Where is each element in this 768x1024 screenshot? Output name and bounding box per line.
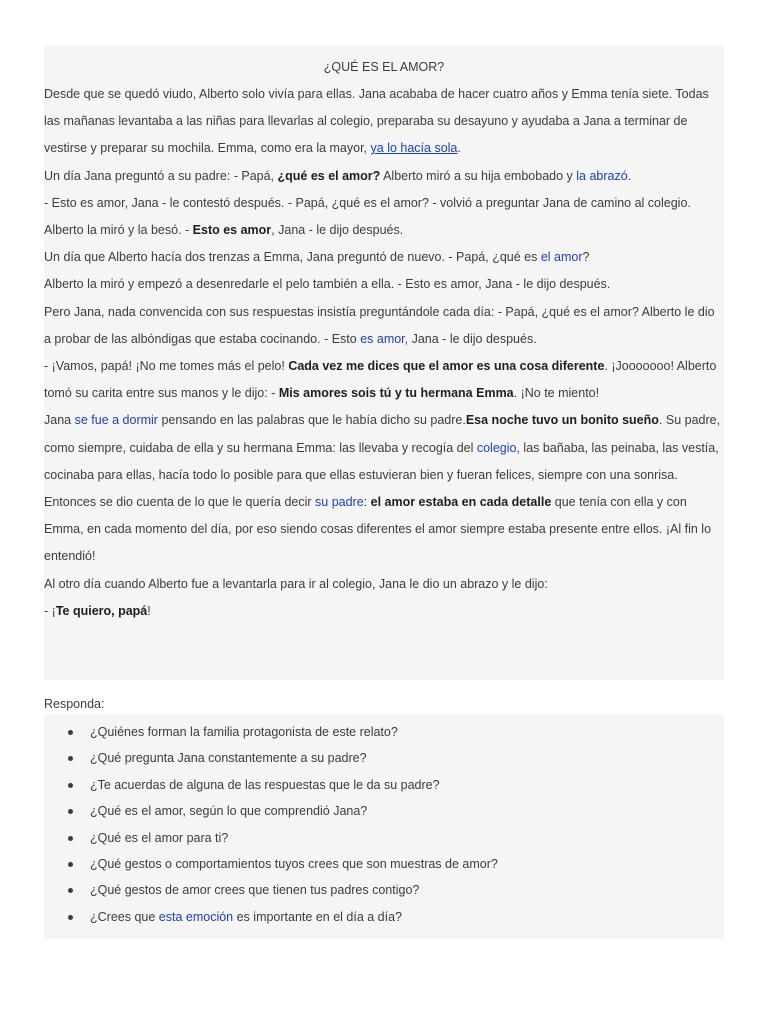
paragraph-text: : bbox=[363, 495, 371, 510]
paragraph-text: Jana bbox=[44, 413, 75, 428]
paragraph-text: Alberto miró a su hija embobado y bbox=[380, 168, 577, 183]
paragraph-text: . ¡No te miento! bbox=[513, 386, 600, 401]
question-text: ¿Crees que bbox=[90, 909, 159, 924]
paragraph-text: pensando en las palabras que le había dicho su padre. bbox=[157, 413, 466, 428]
bold-text: Cada vez me dices que el amor es una cosa diferente bbox=[288, 359, 605, 374]
bullet-icon bbox=[68, 862, 73, 867]
list-item bbox=[44, 798, 724, 824]
paragraph bbox=[44, 190, 724, 244]
responda-heading: Responda: bbox=[44, 697, 105, 711]
paragraph bbox=[44, 163, 724, 190]
list-item bbox=[44, 745, 724, 771]
bold-text: el amor estaba en cada detalle bbox=[370, 495, 552, 510]
paragraph-text: . bbox=[627, 168, 632, 183]
paragraph bbox=[44, 598, 724, 625]
paragraph-text: - ¡ bbox=[44, 603, 56, 618]
link-ya-lo-hacia-sola[interactable]: ya lo hacía sola bbox=[370, 141, 458, 156]
paragraph-text: Entonces se dio cuenta de lo que le quería decir bbox=[44, 495, 316, 510]
paragraph bbox=[44, 244, 724, 271]
bullet-icon bbox=[68, 756, 73, 761]
paragraph bbox=[44, 299, 724, 353]
paragraph bbox=[44, 407, 724, 489]
question-text: ¿Qué pregunta Jana constantemente a su padre? bbox=[90, 751, 367, 766]
question-text: ¿Quiénes forman la familia protagonista de este relato? bbox=[90, 725, 398, 739]
paragraph bbox=[44, 353, 724, 407]
paragraph-text: , las bañaba, las peinaba, las vestía, cocinaba para ellas, hacía todo lo posible para que ellas estuvieran bien y fueran felices, siempre con una sonrisa. bbox=[44, 440, 719, 482]
list-item bbox=[44, 851, 724, 877]
bold-text: Te quiero, papá bbox=[55, 603, 148, 618]
question-text: ¿Qué gestos o comportamientos tuyos crees que son muestras de amor? bbox=[90, 857, 498, 872]
bullet-icon bbox=[68, 915, 73, 920]
question-text: ¿Qué es el amor para ti? bbox=[90, 830, 229, 845]
link-se-fue-a-dormir[interactable]: se fue a dormir bbox=[74, 413, 158, 428]
paragraph-text: . ¡Jooooooo! Alberto tomó su carita entre sus manos y le dijo: - bbox=[44, 359, 717, 401]
bullet-icon bbox=[68, 888, 73, 893]
bold-text: Esa noche tuvo un bonito sueño bbox=[465, 413, 659, 428]
paragraph-text: Un día que Alberto hacía dos trenzas a Emma, Jana preguntó de nuevo. - Papá, ¿qué es bbox=[44, 250, 541, 265]
question-list bbox=[44, 719, 724, 930]
link-es-amor[interactable]: es amor bbox=[360, 331, 405, 346]
link-su-padre[interactable]: su padre bbox=[315, 495, 364, 510]
question-text: ¿Te acuerdas de alguna de las respuestas que le da su padre? bbox=[90, 777, 440, 792]
bold-text: Esto es amor bbox=[192, 223, 272, 238]
paragraph-text: Al otro día cuando Alberto fue a levantarla para ir al colegio, Jana le dio un abrazo y le dijo: bbox=[44, 576, 548, 591]
list-item bbox=[44, 825, 724, 851]
paragraph bbox=[44, 571, 724, 598]
question-text: es importante en el día a día? bbox=[233, 909, 403, 924]
story-title: ¿QUÉ ES EL AMOR? bbox=[323, 60, 445, 74]
questions-panel bbox=[44, 714, 724, 939]
paragraph-text: Alberto la miró y empezó a desenredarle el pelo también a ella. - Esto es amor, Jana - le dijo después. bbox=[44, 277, 611, 292]
bold-text: ¿qué es el amor? bbox=[277, 168, 381, 183]
bullet-icon bbox=[68, 783, 73, 788]
paragraph-text: , Jana - le dijo después. bbox=[404, 331, 537, 346]
list-item bbox=[44, 904, 724, 930]
paragraph-text: Un día Jana preguntó a su padre: - Papá, bbox=[44, 168, 278, 183]
link-esta-emocion[interactable]: esta emoción bbox=[158, 909, 234, 924]
bullet-icon bbox=[68, 730, 73, 735]
paragraph-text: Pero Jana, nada convencida con sus respuestas insistía preguntándole cada día: - Papá, ¿qué es el amor? Alberto le dio a probar de las albóndigas que estaba cocinando. - Esto bbox=[44, 304, 715, 346]
list-item bbox=[44, 772, 724, 798]
question-text: ¿Qué gestos de amor crees que tienen tus padres contigo? bbox=[90, 883, 420, 898]
paragraph-text: ! bbox=[147, 603, 151, 618]
paragraph-text: que tenía con ella y con Emma, en cada momento del día, por eso siendo cosas diferentes el amor siempre estaba presente entre ellos. ¡Al fin lo entendió! bbox=[44, 495, 712, 564]
list-item bbox=[44, 719, 724, 745]
paragraph-text: - ¡Vamos, papá! ¡No me tomes más el pelo! bbox=[44, 359, 289, 374]
bold-text: Mis amores sois tú y tu hermana Emma bbox=[278, 386, 514, 401]
link-colegio[interactable]: colegio bbox=[476, 440, 517, 455]
bullet-icon bbox=[68, 809, 73, 814]
story-panel bbox=[44, 46, 724, 680]
paragraph-text: - Esto es amor, Jana - le contestó después. - Papá, ¿qué es el amor? - volvió a preguntar Jana de camino al colegio. Alberto la miró y la besó. - bbox=[44, 195, 691, 238]
question-text: ¿Qué es el amor, según lo que comprendió Jana? bbox=[90, 804, 368, 819]
paragraph-text: , Jana - le dijo después. bbox=[271, 223, 404, 238]
paragraph bbox=[44, 489, 724, 571]
paragraph-text: . Su padre, como siempre, cuidaba de ella y su hermana Emma: las llevaba y recogía del bbox=[44, 413, 721, 455]
bullet-icon bbox=[68, 836, 73, 841]
paragraph bbox=[44, 271, 724, 298]
list-item bbox=[44, 877, 724, 903]
link-la-abrazo[interactable]: la abrazó bbox=[576, 168, 628, 183]
link-el-amor[interactable]: el amor bbox=[540, 250, 583, 265]
paragraph-text: ? bbox=[582, 250, 590, 265]
paragraph-text: Desde que se quedó viudo, Alberto solo vivía para ellas. Jana acababa de hacer cuatro años y Emma tenía siete. Todas las mañanas levantaba a las niñas para llevarlas al colegio, preparaba su desayuno y ayudaba a Jana a terminar de vestirse y preparar su mochila. Emma, como era la mayor, bbox=[44, 87, 709, 156]
paragraph bbox=[44, 81, 724, 163]
paragraph-text: . bbox=[457, 141, 461, 156]
